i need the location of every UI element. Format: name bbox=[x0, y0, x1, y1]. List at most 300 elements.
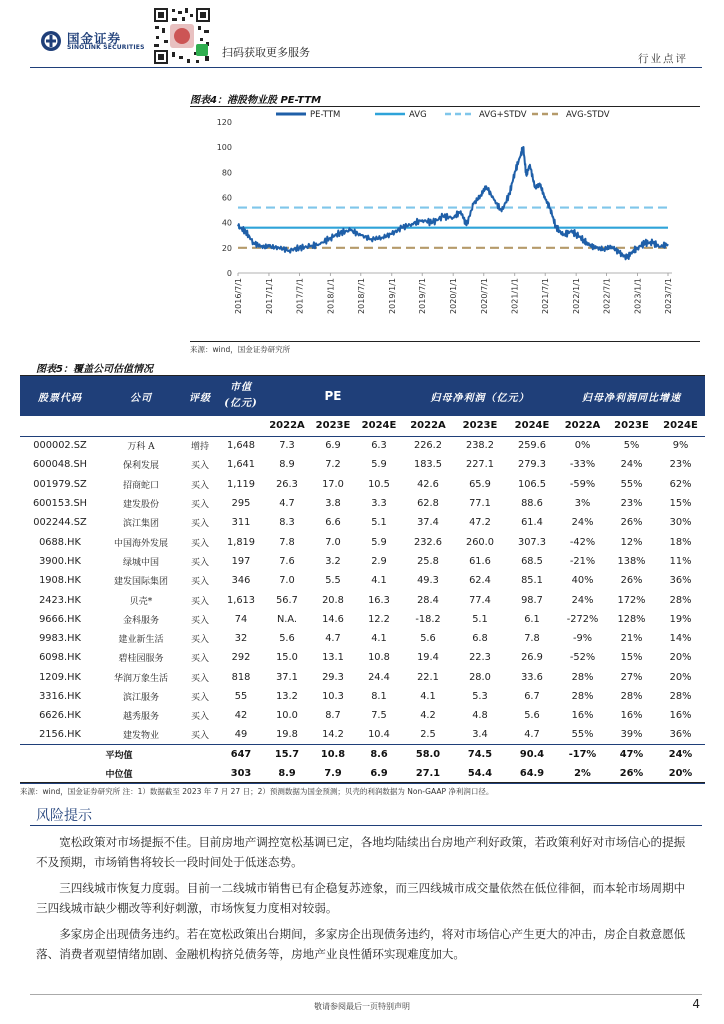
table-cell: 3.2 bbox=[325, 555, 341, 567]
table-cell: 24.4 bbox=[368, 671, 390, 683]
legend-label: PE-TTM bbox=[310, 110, 341, 120]
table-cell: 13.2 bbox=[276, 691, 298, 702]
table-cell: 21% bbox=[620, 633, 643, 645]
risk-section-divider bbox=[30, 825, 702, 826]
legend-label: AVG-STDV bbox=[566, 110, 610, 120]
summary-cell: 647 bbox=[218, 745, 264, 764]
table-cell: 30% bbox=[669, 517, 692, 529]
table-cell: 39% bbox=[620, 729, 643, 741]
table-cell: 2.5 bbox=[420, 729, 436, 741]
table-cell: 12% bbox=[620, 536, 643, 548]
summary-cell: 6.9 bbox=[356, 764, 402, 783]
table-cell: 绿城中国 bbox=[122, 557, 159, 568]
legend-label: AVG bbox=[409, 110, 427, 120]
table-cell: 7.0 bbox=[325, 536, 341, 548]
table-cell: 买入 bbox=[190, 557, 209, 568]
year-header: 2022A bbox=[402, 416, 454, 436]
footer-disclaimer-note: 敬请参阅最后一页特别声明 bbox=[314, 1002, 410, 1011]
table-cell: 4.7 bbox=[325, 633, 341, 645]
table-cell: 25.8 bbox=[417, 555, 439, 567]
table-cell: 29.3 bbox=[322, 671, 344, 683]
figure4-source: 来源：wind，国金证券研究所 bbox=[190, 345, 291, 354]
table-cell: 买入 bbox=[190, 596, 209, 607]
page-header bbox=[0, 0, 724, 70]
x-tick-label: 2022/1/1 bbox=[572, 278, 582, 314]
summary-cell: 58.0 bbox=[402, 745, 454, 764]
summary-cell: 24% bbox=[656, 745, 705, 764]
table-cell: 6.3 bbox=[371, 440, 387, 452]
table-cell: 001979.SZ bbox=[33, 478, 87, 490]
year-header: 2023E bbox=[607, 416, 656, 436]
pe-ttm-chart bbox=[190, 108, 700, 340]
table-row bbox=[20, 475, 705, 494]
table-cell: 5.3 bbox=[472, 691, 488, 702]
risk-paragraph-1: 宽松政策对市场提振不佳。目前房地产调控宽松基调已定，各地均陆续出台房地产利好政策，若政策利好对市场信心的提振不及预期，市场销售将较长一段时间处于低迷态势。 bbox=[36, 835, 686, 869]
table-row bbox=[20, 668, 705, 687]
table-cell: 6098.HK bbox=[39, 652, 81, 664]
table-year-header-row bbox=[20, 416, 705, 436]
table-cell: 8.1 bbox=[371, 691, 387, 702]
summary-cell: 27.1 bbox=[402, 764, 454, 783]
table-cell: 3% bbox=[574, 498, 591, 510]
table-cell: 买入 bbox=[190, 712, 209, 723]
table-cell: 3900.HK bbox=[39, 555, 81, 567]
table-cell: 建发物业 bbox=[122, 731, 159, 742]
table-cell: 5.5 bbox=[325, 575, 341, 587]
table-cell: 22.1 bbox=[417, 671, 439, 683]
legend-label: AVG+STDV bbox=[479, 110, 527, 120]
figure5-title: 图表5：覆盖公司估值情况 bbox=[36, 364, 153, 375]
table-cell: 295 bbox=[231, 498, 251, 510]
table-cell: 金科服务 bbox=[122, 615, 159, 626]
x-tick-label: 2023/7/1 bbox=[664, 278, 673, 314]
table-cell: 26.3 bbox=[276, 478, 298, 490]
table-cell: 260.0 bbox=[465, 536, 495, 548]
table-cell: 4.1 bbox=[371, 575, 387, 587]
table-cell: 88.6 bbox=[521, 498, 543, 510]
summary-label: 平均值 bbox=[20, 745, 218, 764]
summary-cell: 10.8 bbox=[310, 745, 356, 764]
table-cell: 7.0 bbox=[279, 575, 295, 587]
table-cell: 28% bbox=[669, 594, 692, 606]
table-cell: 55 bbox=[234, 691, 248, 702]
table-cell: 6626.HK bbox=[39, 710, 81, 722]
table-cell: 贝壳* bbox=[129, 596, 153, 607]
header-divider bbox=[30, 67, 702, 68]
table-cell: 20% bbox=[669, 671, 692, 683]
year-header: 2024E bbox=[356, 416, 402, 436]
table-cell: 600153.SH bbox=[32, 498, 88, 510]
table-row bbox=[20, 494, 705, 513]
year-spacer bbox=[100, 416, 182, 436]
summary-cell: 8.9 bbox=[264, 764, 310, 783]
table-cell: 40% bbox=[571, 575, 594, 587]
table-cell: 买入 bbox=[190, 500, 209, 511]
report-type-tag: 行业点评 bbox=[638, 53, 688, 65]
risk-paragraph-2: 三四线城市恢复力度弱。目前一二线城市销售已有企稳复苏迹象，而三四线城市成交量依然在低位徘徊，而本轮市场周期中三四线城市缺少棚改等利好刺激，市场恢复力度相对较弱。 bbox=[36, 881, 686, 915]
table-cell: 1,641 bbox=[226, 459, 256, 471]
table-row bbox=[20, 571, 705, 590]
col-profit-growth: 归母净利润同比增速 bbox=[558, 376, 705, 416]
y-tick-label: 120 bbox=[216, 118, 232, 127]
table-cell: 14% bbox=[669, 633, 692, 645]
figure5-bottom-rule bbox=[20, 782, 705, 783]
figure4-bottom-rule bbox=[190, 341, 700, 342]
x-axis bbox=[234, 273, 673, 314]
summary-cell: 7.9 bbox=[310, 764, 356, 783]
table-cell: 中国海外发展 bbox=[113, 538, 168, 549]
table-cell: 32 bbox=[234, 633, 248, 645]
table-cell: 42 bbox=[234, 710, 248, 722]
table-cell: 7.3 bbox=[279, 440, 295, 452]
table-cell: 27% bbox=[620, 671, 643, 683]
table-cell: 98.7 bbox=[521, 594, 543, 606]
table-cell: 19% bbox=[669, 613, 692, 625]
table-cell: 8.7 bbox=[325, 710, 341, 722]
table-cell: 818 bbox=[231, 671, 251, 683]
table-cell: 买入 bbox=[190, 480, 209, 491]
table-cell: 买入 bbox=[190, 577, 209, 588]
table-row bbox=[20, 725, 705, 744]
year-header: 2022A bbox=[264, 416, 310, 436]
summary-cell: 47% bbox=[607, 745, 656, 764]
table-cell: 15.0 bbox=[276, 652, 298, 664]
x-tick-label: 2017/1/1 bbox=[264, 278, 274, 314]
table-row bbox=[20, 590, 705, 609]
table-cell: 4.7 bbox=[279, 498, 295, 510]
table-cell: 买入 bbox=[190, 693, 209, 703]
x-tick-label: 2020/1/1 bbox=[449, 278, 459, 314]
table-row bbox=[20, 513, 705, 532]
pe-ttm-line bbox=[238, 147, 668, 259]
table-cell: 14.6 bbox=[322, 613, 344, 625]
table-cell: 000002.SZ bbox=[33, 440, 87, 452]
table-cell: 26.9 bbox=[521, 652, 543, 664]
table-cell: 307.3 bbox=[517, 536, 547, 548]
table-cell: -42% bbox=[569, 536, 596, 548]
table-cell: 10.5 bbox=[368, 478, 390, 490]
table-cell: 15% bbox=[620, 652, 643, 664]
table-cell: 62% bbox=[669, 478, 692, 490]
x-tick-label: 2021/7/1 bbox=[541, 278, 551, 314]
summary-cell: -17% bbox=[558, 745, 607, 764]
table-cell: 碧桂园服务 bbox=[118, 654, 164, 665]
table-cell: N.A. bbox=[276, 613, 298, 625]
table-cell: 0% bbox=[574, 440, 591, 452]
table-cell: 保利发展 bbox=[122, 461, 159, 472]
table-group-header-row bbox=[20, 376, 705, 416]
year-header: 2024E bbox=[656, 416, 705, 436]
table-cell: 23% bbox=[669, 459, 692, 471]
table-cell: 建发国际集团 bbox=[113, 577, 168, 588]
table-cell: 279.3 bbox=[517, 459, 547, 471]
sinolink-logo-icon bbox=[40, 30, 62, 52]
table-cell: 5% bbox=[623, 440, 640, 452]
table-cell: 15% bbox=[669, 498, 692, 510]
table-row bbox=[20, 687, 705, 706]
table-cell: 买入 bbox=[190, 461, 209, 472]
table-cell: 49.3 bbox=[417, 575, 439, 587]
table-cell: 1209.HK bbox=[39, 671, 81, 683]
table-cell: 172% bbox=[617, 594, 646, 606]
footer-divider bbox=[30, 994, 702, 995]
table-cell: 7.2 bbox=[325, 459, 341, 471]
table-cell: 5.9 bbox=[371, 459, 387, 471]
table-cell: 28.0 bbox=[469, 671, 491, 683]
table-cell: 600048.SH bbox=[32, 459, 88, 471]
table-cell: 1,819 bbox=[226, 536, 256, 548]
table-cell: 62.8 bbox=[417, 498, 439, 510]
table-cell: 42.6 bbox=[417, 478, 439, 490]
table-cell: 滨江集团 bbox=[122, 519, 159, 530]
table-cell: -59% bbox=[569, 478, 596, 490]
table-cell: 7.8 bbox=[279, 536, 295, 548]
table-cell: 2423.HK bbox=[39, 594, 81, 606]
table-cell: 滨江服务 bbox=[122, 693, 159, 703]
table-cell: 3316.HK bbox=[39, 691, 81, 702]
table-cell: 36% bbox=[669, 729, 692, 741]
qr-caption: 扫码获取更多服务 bbox=[222, 46, 310, 59]
table-cell: 197 bbox=[231, 555, 251, 567]
table-cell: 6.8 bbox=[472, 633, 488, 645]
table-cell: 10.3 bbox=[322, 691, 344, 702]
table-cell: 2156.HK bbox=[39, 729, 81, 741]
qr-code-icon[interactable] bbox=[152, 6, 212, 66]
table-cell: 6.7 bbox=[524, 691, 540, 702]
col-company: 公司 bbox=[100, 376, 182, 416]
table-cell: 19.8 bbox=[276, 729, 298, 741]
table-row bbox=[20, 706, 705, 725]
table-cell: 61.6 bbox=[469, 555, 491, 567]
table-cell: 华润万象生活 bbox=[113, 673, 168, 684]
table-cell: 65.9 bbox=[469, 478, 491, 490]
col-market-cap-label: 市值 (亿元) bbox=[224, 382, 258, 409]
table-cell: -18.2 bbox=[415, 613, 441, 625]
col-net-profit: 归母净利润（亿元） bbox=[402, 376, 558, 416]
year-header: 2022A bbox=[558, 416, 607, 436]
table-cell: 28% bbox=[620, 691, 643, 702]
table-cell: -272% bbox=[566, 613, 599, 625]
summary-cell: 15.7 bbox=[264, 745, 310, 764]
table-cell: 11% bbox=[669, 555, 692, 567]
page-number: 4 bbox=[692, 997, 700, 1011]
x-tick-label: 2022/7/1 bbox=[602, 278, 612, 314]
year-spacer bbox=[182, 416, 218, 436]
table-cell: 238.2 bbox=[465, 440, 495, 452]
pe-ttm-series bbox=[238, 147, 668, 259]
table-cell: 259.6 bbox=[517, 440, 547, 452]
table-cell: 12.2 bbox=[368, 613, 390, 625]
table-cell: 77.1 bbox=[469, 498, 491, 510]
year-header: 2023E bbox=[310, 416, 356, 436]
table-cell: 4.1 bbox=[420, 691, 436, 702]
table-cell: 万科 A bbox=[127, 442, 155, 453]
table-cell: 19.4 bbox=[417, 652, 439, 664]
table-cell: 24% bbox=[571, 517, 594, 529]
table-cell: 28% bbox=[669, 691, 692, 702]
table-cell: 6.1 bbox=[524, 613, 540, 625]
figure5-source: 来源：wind，国金证券研究所 注：1）数据截至 2023 年 7 月 27 日；2）预测数据为国金预测；贝壳的利润数据为 Non-GAAP 净利润口径。 bbox=[20, 787, 494, 796]
y-tick-label: 100 bbox=[216, 143, 232, 153]
table-cell: 1,648 bbox=[226, 440, 256, 452]
table-cell: 28% bbox=[571, 691, 594, 702]
table-cell: 56.7 bbox=[276, 594, 298, 606]
table-cell: 17.0 bbox=[322, 478, 344, 490]
table-cell: 8.3 bbox=[279, 517, 295, 529]
table-cell: 16% bbox=[620, 710, 643, 722]
table-row bbox=[20, 610, 705, 629]
table-cell: 10.8 bbox=[368, 652, 390, 664]
x-tick-label: 2019/1/1 bbox=[387, 278, 397, 314]
table-cell: 20.8 bbox=[322, 594, 344, 606]
reference-lines bbox=[238, 208, 668, 248]
table-cell: 16.3 bbox=[368, 594, 390, 606]
table-cell: 4.1 bbox=[371, 633, 387, 645]
table-cell: 37.1 bbox=[276, 671, 298, 683]
table-cell: 1908.HK bbox=[39, 575, 81, 587]
pe-ttm-chart-svg bbox=[190, 108, 700, 340]
table-cell: 2.9 bbox=[371, 555, 387, 567]
figure4-title: 图表4：港股物业股 PE-TTM bbox=[190, 95, 322, 106]
risk-section-heading: 风险提示 bbox=[36, 808, 92, 824]
table-cell: 9983.HK bbox=[39, 633, 81, 645]
table-cell: -52% bbox=[569, 652, 596, 664]
table-row bbox=[20, 436, 705, 455]
summary-label: 中位值 bbox=[20, 764, 218, 783]
y-tick-label: 60 bbox=[221, 193, 232, 203]
table-cell: 4.2 bbox=[420, 710, 436, 722]
table-cell: 62.4 bbox=[469, 575, 491, 587]
col-pe: PE bbox=[264, 376, 402, 416]
table-cell: 5.1 bbox=[371, 517, 387, 529]
x-tick-label: 2021/1/1 bbox=[510, 278, 520, 314]
table-cell: 越秀服务 bbox=[122, 712, 159, 723]
table-cell: 292 bbox=[231, 652, 251, 664]
table-cell: 74 bbox=[234, 613, 248, 625]
summary-cell: 20% bbox=[656, 764, 705, 783]
table-cell: 6.6 bbox=[325, 517, 341, 529]
chart-legend bbox=[276, 110, 610, 120]
x-tick-label: 2023/1/1 bbox=[633, 278, 643, 314]
y-tick-label: 40 bbox=[221, 218, 232, 228]
table-cell: 23% bbox=[620, 498, 643, 510]
table-cell: -9% bbox=[572, 633, 593, 645]
table-cell: 14.2 bbox=[322, 729, 344, 741]
table-cell: 9666.HK bbox=[39, 613, 81, 625]
table-cell: 346 bbox=[231, 575, 251, 587]
table-cell: 85.1 bbox=[521, 575, 543, 587]
y-tick-label: 20 bbox=[221, 243, 232, 253]
table-cell: 9% bbox=[672, 440, 689, 452]
table-cell: 1,613 bbox=[226, 594, 256, 606]
table-cell: 36% bbox=[669, 575, 692, 587]
table-cell: 232.6 bbox=[413, 536, 443, 548]
table-cell: 183.5 bbox=[413, 459, 443, 471]
table-cell: 3.4 bbox=[472, 729, 488, 741]
table-cell: 26% bbox=[620, 575, 643, 587]
table-cell: 建发股份 bbox=[122, 500, 159, 511]
table-cell: 22.3 bbox=[469, 652, 491, 664]
table-cell: 买入 bbox=[190, 615, 209, 626]
table-cell: 增持 bbox=[190, 442, 209, 453]
summary-cell: 8.6 bbox=[356, 745, 402, 764]
table-cell: 002244.SZ bbox=[33, 517, 87, 529]
table-cell: 买入 bbox=[190, 519, 209, 530]
table-cell: 0688.HK bbox=[39, 536, 81, 548]
table-cell: 建业新生活 bbox=[118, 635, 164, 646]
year-spacer bbox=[20, 416, 100, 436]
table-cell: 买入 bbox=[190, 654, 209, 665]
summary-cell: 303 bbox=[218, 764, 264, 783]
company-logo bbox=[40, 29, 168, 53]
table-cell: 8.9 bbox=[279, 459, 295, 471]
table-row bbox=[20, 552, 705, 571]
x-tick-label: 2018/1/1 bbox=[326, 278, 336, 314]
table-cell: 7.5 bbox=[371, 710, 387, 722]
table-cell: 28.4 bbox=[417, 594, 439, 606]
table-cell: 28% bbox=[571, 671, 594, 683]
y-axis bbox=[217, 118, 672, 278]
table-cell: 买入 bbox=[190, 731, 209, 742]
year-header: 2023E bbox=[454, 416, 506, 436]
table-cell: 4.8 bbox=[472, 710, 488, 722]
table-cell: 7.8 bbox=[524, 633, 540, 645]
logo-english-name: SINOLINK SECURITIES bbox=[67, 44, 145, 51]
y-tick-label: 80 bbox=[221, 168, 232, 178]
table-cell: 77.4 bbox=[469, 594, 491, 606]
table-cell: 招商蛇口 bbox=[122, 480, 159, 491]
table-cell: 128% bbox=[617, 613, 646, 625]
table-cell: 10.0 bbox=[276, 710, 298, 722]
figure4-top-rule bbox=[190, 106, 700, 107]
table-cell: 5.9 bbox=[371, 536, 387, 548]
table-cell: 37.4 bbox=[417, 517, 439, 529]
table-cell: 3.8 bbox=[325, 498, 341, 510]
year-spacer bbox=[218, 416, 264, 436]
table-cell: 311 bbox=[231, 517, 251, 529]
table-cell: 68.5 bbox=[521, 555, 543, 567]
table-cell: 买入 bbox=[190, 673, 209, 684]
x-tick-label: 2020/7/1 bbox=[479, 278, 489, 314]
table-cell: 26% bbox=[620, 517, 643, 529]
valuation-table-body bbox=[20, 436, 705, 783]
table-cell: 18% bbox=[669, 536, 692, 548]
year-header: 2024E bbox=[506, 416, 558, 436]
col-stock-code: 股票代码 bbox=[20, 376, 100, 416]
table-summary-row bbox=[20, 745, 705, 764]
table-cell: 买入 bbox=[190, 635, 209, 646]
table-cell: 61.4 bbox=[521, 517, 543, 529]
table-cell: 13.1 bbox=[322, 652, 344, 664]
x-tick-label: 2016/7/1 bbox=[234, 278, 243, 314]
table-cell: 33.6 bbox=[521, 671, 543, 683]
table-cell: -21% bbox=[569, 555, 596, 567]
table-summary-row bbox=[20, 764, 705, 783]
table-cell: 227.1 bbox=[465, 459, 495, 471]
table-cell: 5.6 bbox=[279, 633, 295, 645]
valuation-table bbox=[20, 376, 705, 784]
table-cell: 5.6 bbox=[524, 710, 540, 722]
x-tick-label: 2018/7/1 bbox=[356, 278, 366, 314]
summary-cell: 90.4 bbox=[506, 745, 558, 764]
table-row bbox=[20, 629, 705, 648]
table-cell: 16% bbox=[669, 710, 692, 722]
summary-cell: 74.5 bbox=[454, 745, 506, 764]
x-tick-label: 2017/7/1 bbox=[295, 278, 305, 314]
table-cell: 7.6 bbox=[279, 555, 295, 567]
summary-cell: 2% bbox=[558, 764, 607, 783]
table-cell: 买入 bbox=[190, 538, 209, 549]
